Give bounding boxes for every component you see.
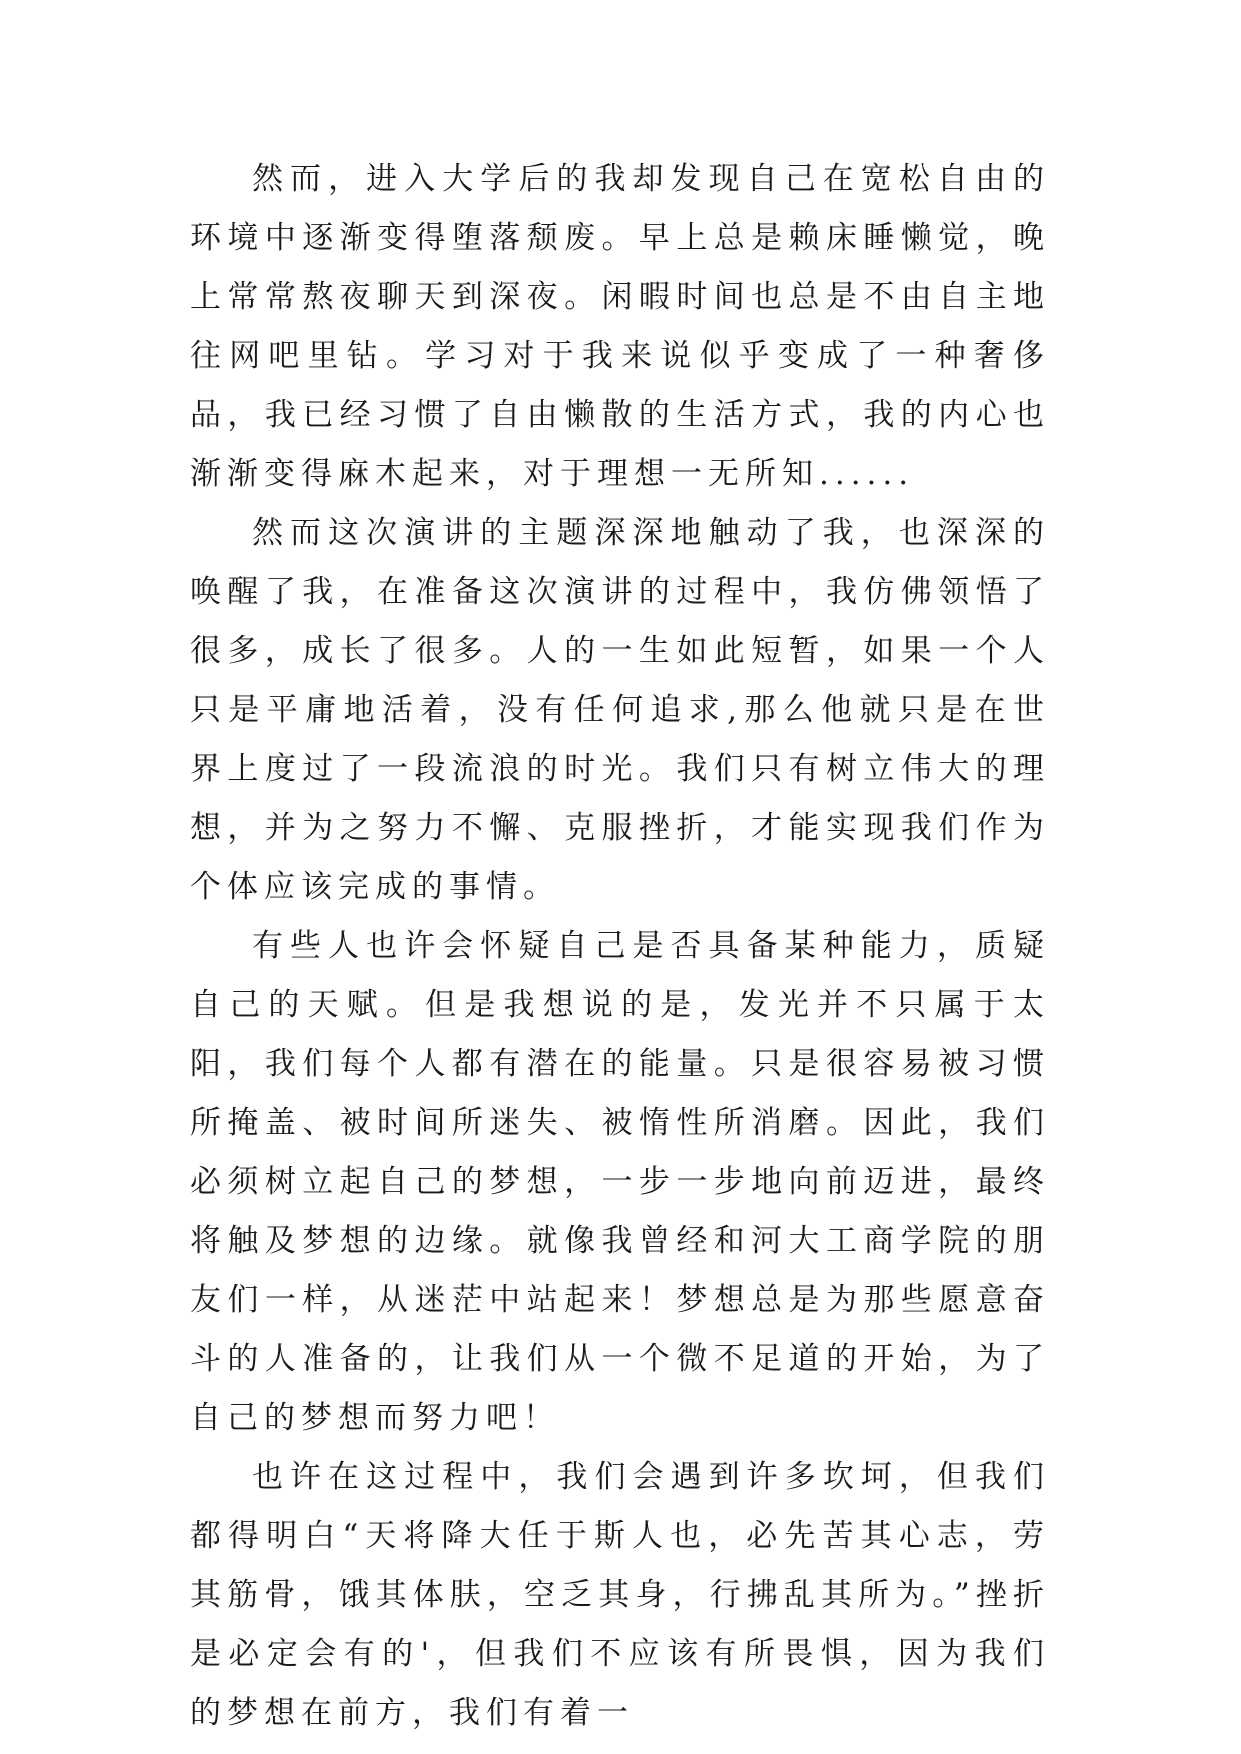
paragraph-3: 有些人也许会怀疑自己是否具备某种能力，质疑自己的天赋。但是我想说的是，发光并不只属于太阳，我们每个人都有潜在的能量。只是很容易被习惯所掩盖、被时间所迷失、被惰性所消磨。因此，我们必须树立起自己的梦想，一步一步地向前迈进，最终将触及梦想的边缘。就像我曾经和河大工商学院的朋友们一样，从迷茫中站起来！梦想总是为那些愿意奋斗的人准备的，让我们从一个微不足道的开始，为了自己的梦想而努力吧！ bbox=[190, 928, 1050, 1436]
paragraph-4: 也许在这过程中，我们会遇到许多坎坷，但我们都得明白“天将降大任于斯人也，必先苦其心志，劳其筋骨，饿其体肤，空乏其身，行拂乱其所为。”挫折是必定会有的'，但我们不应该有所畏惧，因为我们的梦想在前方，我们有着一 bbox=[190, 1459, 1050, 1731]
paragraph-1: 然而，进入大学后的我却发现自己在宽松自由的环境中逐渐变得堕落颓废。早上总是赖床睡懒觉，晚上常常熬夜聊天到深夜。闲暇时间也总是不由自主地往网吧里钻。学习对于我来说似乎变成了一种奢侈品，我已经习惯了自由懒散的生活方式，我的内心也渐渐变得麻木起来，对于理想一无所知...... bbox=[190, 161, 1050, 492]
paragraph-2: 然而这次演讲的主题深深地触动了我，也深深的唤醒了我，在准备这次演讲的过程中，我仿佛领悟了很多，成长了很多。人的一生如此短暂，如果一个人只是平庸地活着，没有任何追求,那么他就只是在世界上度过了一段流浪的时光。我们只有树立伟大的理想，并为之努力不懈、克服挫折，才能实现我们作为个体应该完成的事情。 bbox=[190, 515, 1050, 905]
document-body bbox=[190, 150, 1050, 1743]
